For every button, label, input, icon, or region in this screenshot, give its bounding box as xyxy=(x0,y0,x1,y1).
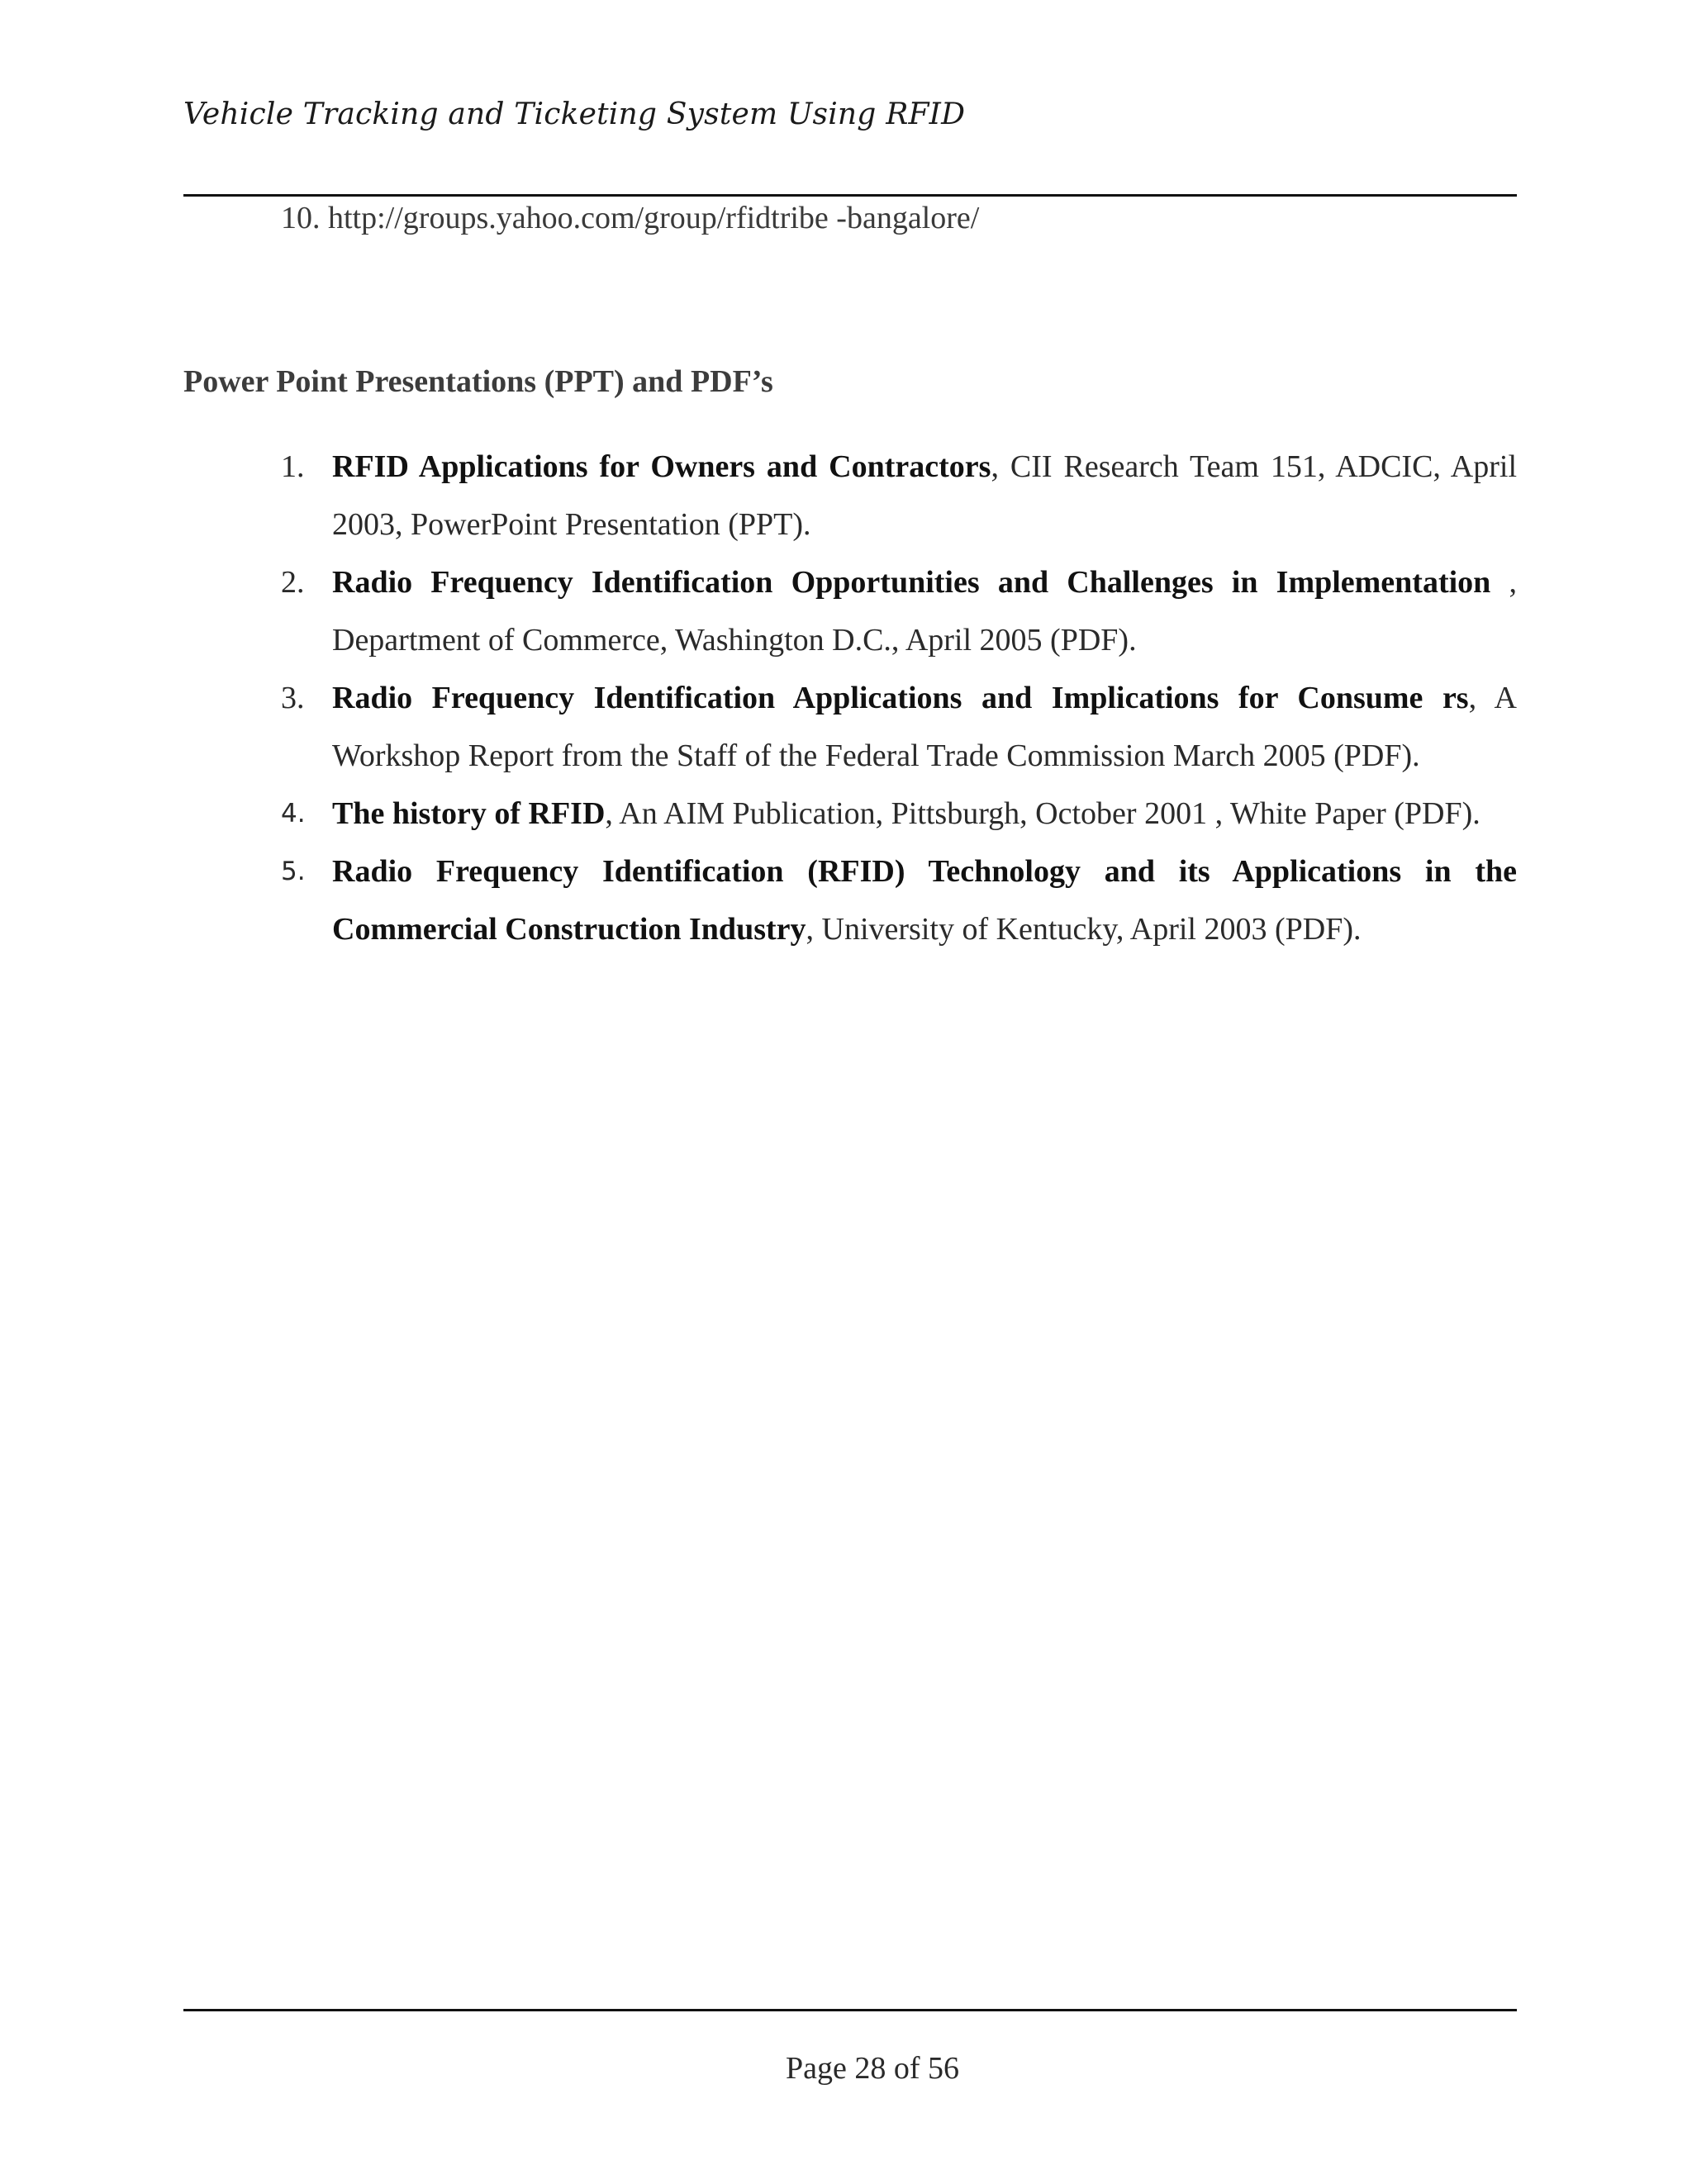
reference-number: 3. xyxy=(281,681,305,715)
reference-list xyxy=(281,438,1517,958)
reference-title: The history of RFID xyxy=(332,796,606,831)
reference-title: RFID Applications for Owners and Contractors xyxy=(332,449,991,484)
reference-url-item: 10. http://groups.yahoo.com/group/rfidtribe -bangalore/ xyxy=(281,201,980,235)
reference-details: , CII Research Team 151, ADCIC, April 2003, PowerPoint Presentation (PPT). xyxy=(332,449,1518,542)
running-header: Vehicle Tracking and Ticketing System Using RFID xyxy=(183,97,966,131)
reference-number: 4. xyxy=(281,799,306,828)
reference-item xyxy=(281,785,1517,843)
reference-details: , University of Kentucky, April 2003 (PDF). xyxy=(806,912,1362,947)
reference-title: Radio Frequency Identification Applications and Implications for Consume rs xyxy=(332,681,1469,715)
reference-details: , A Workshop Report from the Staff of the Federal Trade Commission March 2005 (PDF). xyxy=(332,681,1517,773)
reference-details: , An AIM Publication, Pittsburgh, October 2001 , White Paper (PDF). xyxy=(605,796,1480,831)
reference-title: Radio Frequency Identification Opportunities and Challenges in Implementation xyxy=(332,565,1491,600)
reference-item xyxy=(281,438,1517,553)
header-rule xyxy=(183,194,1517,197)
reference-number: 2. xyxy=(281,565,305,600)
reference-number: 1. xyxy=(281,449,305,484)
section-heading: Power Point Presentations (PPT) and PDF’s xyxy=(183,364,773,399)
footer-rule xyxy=(183,2009,1517,2011)
page-number: Page 28 of 56 xyxy=(785,2051,960,2086)
reference-title: Radio Frequency Identification (RFID) Technology and its Applications in the Commercial Construction Industry xyxy=(332,854,1517,947)
reference-number: 5. xyxy=(281,857,306,886)
reference-details: , Department of Commerce, Washington D.C., April 2005 (PDF). xyxy=(332,565,1517,658)
reference-item xyxy=(281,553,1517,669)
reference-item xyxy=(281,669,1517,785)
reference-item xyxy=(281,843,1517,958)
